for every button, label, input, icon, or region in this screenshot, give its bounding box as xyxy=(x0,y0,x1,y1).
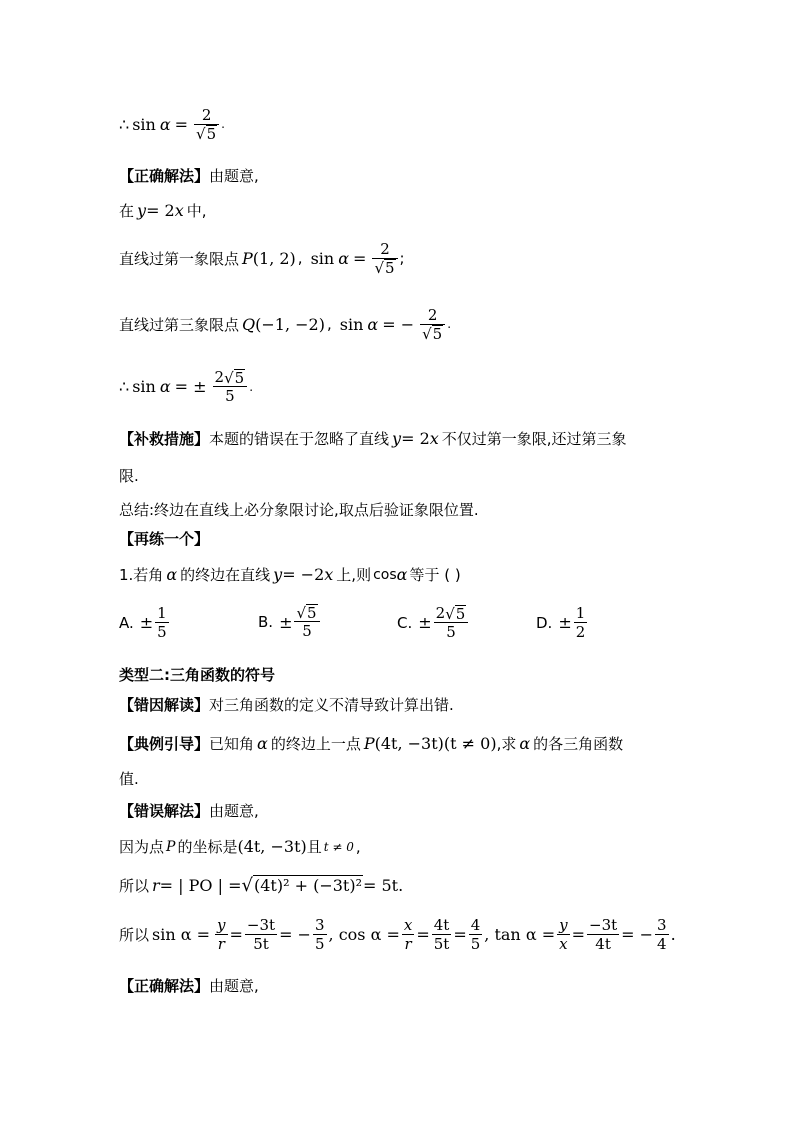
option-a[interactable] xyxy=(119,604,171,641)
radicand: (4t)² + (−3t)² xyxy=(253,876,362,895)
sin-fn: sin xyxy=(132,114,156,134)
body-text: 因为点 xyxy=(119,838,165,856)
option-label: D. xyxy=(536,613,553,632)
cos-fn: cos xyxy=(373,566,397,583)
cos-expression: , cos α = xyxy=(328,925,400,944)
section-label: 【正确解法】 xyxy=(119,977,210,995)
period: . xyxy=(249,379,254,394)
therefore-symbol: ∴ xyxy=(119,114,130,134)
line-error-cause xyxy=(119,694,454,715)
therefore-symbol: ∴ xyxy=(119,377,130,396)
fraction xyxy=(574,604,588,641)
section-label: 【补救措施】 xyxy=(119,430,210,448)
radicand: 5 xyxy=(455,605,466,623)
var-y: y xyxy=(137,201,147,220)
equation-text: = | PO | = xyxy=(159,876,242,895)
line-summary xyxy=(119,499,479,520)
var-r: r xyxy=(152,876,160,895)
fraction xyxy=(215,916,227,953)
fraction-numerator: −3t xyxy=(589,916,618,934)
option-d[interactable] xyxy=(536,604,589,641)
period: . xyxy=(221,117,225,131)
fraction-denominator: 4 xyxy=(657,935,667,953)
body-text: 限. xyxy=(119,467,139,485)
radicand: 5 xyxy=(432,325,443,343)
comma: , xyxy=(355,837,361,856)
point-coords: (4t, −3t)(t ≠ 0) xyxy=(374,734,497,753)
fraction xyxy=(194,106,219,142)
comma: , xyxy=(326,315,332,333)
fraction xyxy=(655,916,669,953)
fraction-numerator xyxy=(294,604,319,621)
fraction-numerator: 4 xyxy=(470,916,481,934)
sin-expression: sin α = xyxy=(152,925,211,944)
line-final-sin xyxy=(119,368,253,405)
sin-fn: sin xyxy=(339,314,364,334)
point-coords: (1, 2) xyxy=(252,248,296,268)
body-text: 值. xyxy=(119,770,139,788)
section-label: 【典例引导】 xyxy=(119,735,210,753)
fraction xyxy=(432,916,452,953)
point-p: P xyxy=(166,838,176,855)
line-quadrant-three xyxy=(119,306,451,342)
sqrt-icon: √ xyxy=(422,325,432,343)
option-label: A. xyxy=(119,613,134,632)
var-y: y xyxy=(392,429,402,448)
equals-minus: = − xyxy=(621,925,654,944)
body-text: 且 xyxy=(306,838,322,856)
plus-minus: ± xyxy=(418,613,432,632)
line-wrong-solution xyxy=(119,800,259,821)
fraction-numerator: y xyxy=(559,916,568,934)
point-coords: (4t, −3t) xyxy=(237,837,307,856)
body-text: 由题意, xyxy=(209,802,259,820)
body-text: ,求 xyxy=(496,735,517,753)
fraction-numerator xyxy=(434,604,469,622)
equation-text: = −2 xyxy=(282,565,325,584)
var-x: x xyxy=(429,429,439,448)
period: . xyxy=(670,925,676,944)
comma: , xyxy=(297,249,303,267)
fraction-denominator: 5t xyxy=(433,935,450,953)
sqrt-icon: √ xyxy=(241,875,253,896)
radicand: 5 xyxy=(206,125,217,143)
answer-options xyxy=(119,604,639,652)
fraction-numerator: −3t xyxy=(246,916,276,934)
line-correct-solution-2 xyxy=(119,975,259,996)
line-correct-solution-1 xyxy=(119,165,259,186)
sin-fn: sin xyxy=(310,248,335,268)
fraction-denominator: 5 xyxy=(302,622,312,640)
semicolon: ; xyxy=(399,249,405,267)
fraction-denominator: 4t xyxy=(595,935,611,953)
alpha-symbol: α xyxy=(519,734,531,753)
option-c[interactable] xyxy=(397,604,470,641)
fraction-numerator: x xyxy=(403,916,413,934)
alpha-symbol: α xyxy=(159,377,171,396)
equation-text: = 5t xyxy=(362,876,399,895)
line-example xyxy=(119,733,623,754)
question-text: 的终边在直线 xyxy=(180,566,271,584)
line-practice-heading xyxy=(119,528,209,549)
fraction xyxy=(402,916,414,953)
line-example-cont xyxy=(119,768,139,789)
fraction-numerator: 2 xyxy=(380,240,390,258)
fraction-denominator: 5 xyxy=(157,623,167,641)
fraction-denominator: r xyxy=(404,935,412,953)
body-text: 直线过第三象限点 xyxy=(119,315,240,334)
fraction-numerator: 2 xyxy=(427,306,438,324)
fraction-numerator: 3 xyxy=(657,916,667,934)
equals-minus: = − xyxy=(382,314,415,334)
coefficient: 2 xyxy=(214,368,225,386)
line-trig-values xyxy=(119,916,676,953)
fraction-denominator: 5 xyxy=(446,623,456,641)
plus-minus: ± xyxy=(558,613,572,632)
question-text: 等于 ( ) xyxy=(409,566,461,584)
fraction-denominator: x xyxy=(559,935,568,953)
tan-expression: , tan α = xyxy=(484,925,556,944)
equals-sign: = xyxy=(453,925,467,944)
section-label: 【再练一个】 xyxy=(119,530,210,548)
fraction-numerator: y xyxy=(217,916,226,934)
fraction-denominator xyxy=(372,259,397,276)
line-point-coords xyxy=(119,836,361,857)
radicand: 5 xyxy=(307,604,317,622)
fraction xyxy=(420,306,445,342)
section-heading: 类型二:三角函数的符号 xyxy=(119,666,275,684)
fraction-numerator: 3 xyxy=(314,916,325,934)
section-label: 【错误解法】 xyxy=(119,802,210,820)
fraction xyxy=(434,604,469,641)
line-quadrant-one xyxy=(119,240,405,276)
body-text: 的各三角函数 xyxy=(533,735,624,753)
alpha-symbol: α xyxy=(166,565,178,584)
option-b[interactable] xyxy=(258,604,322,640)
fraction xyxy=(372,240,397,276)
option-label: B. xyxy=(258,613,274,631)
period: . xyxy=(447,317,452,331)
plus-minus: ± xyxy=(279,612,293,632)
fraction-numerator: 1 xyxy=(575,604,586,622)
line-question-1 xyxy=(119,564,461,585)
body-text: 的终边上一点 xyxy=(270,735,361,753)
point-coords: (−1, −2) xyxy=(255,314,325,334)
condition: t ≠ 0 xyxy=(323,839,354,854)
line-r-value xyxy=(119,875,403,896)
body-text: 不仅过第一象限,还过第三象 xyxy=(441,430,627,448)
radicand: 5 xyxy=(234,369,245,387)
option-label: C. xyxy=(397,613,413,632)
body-text: 所以 xyxy=(119,877,150,895)
fraction-denominator: 5 xyxy=(470,935,481,953)
body-text: 所以 xyxy=(119,926,150,944)
section-label: 【正确解法】 xyxy=(119,167,210,185)
fraction xyxy=(313,916,327,953)
fraction-denominator xyxy=(420,325,445,342)
body-text: 由题意, xyxy=(209,977,259,995)
fraction xyxy=(587,916,619,953)
fraction-numerator xyxy=(213,368,248,386)
equals-sign: = xyxy=(571,925,585,944)
fraction xyxy=(469,916,483,953)
body-text: 本题的错误在于忽略了直线 xyxy=(209,430,390,448)
line-sin-result xyxy=(119,106,225,142)
equals-sign: = xyxy=(229,925,243,944)
fraction-numerator: 4t xyxy=(433,916,450,934)
coefficient: 2 xyxy=(435,604,446,622)
sqrt-icon: √ xyxy=(196,125,206,143)
body-text: 已知角 xyxy=(209,735,255,753)
equals-sign: = xyxy=(416,925,430,944)
sqrt-expression xyxy=(242,875,363,896)
plus-minus: ± xyxy=(139,613,154,632)
var-x: x xyxy=(324,565,334,584)
fraction xyxy=(557,916,569,953)
point-p: P xyxy=(363,734,375,753)
fraction-denominator: r xyxy=(217,935,225,953)
body-text: 总结:终边在直线上必分象限讨论,取点后验证象限位置. xyxy=(119,501,479,519)
equals-sign: = xyxy=(174,114,189,134)
equation-text: = 2 xyxy=(401,429,430,448)
line-in-equation xyxy=(119,200,207,221)
fraction-denominator: 5 xyxy=(314,935,325,953)
equation-text: = 2 xyxy=(146,201,175,220)
alpha-symbol: α xyxy=(338,248,350,268)
equals-pm: = ± xyxy=(174,377,207,396)
body-text: 的坐标是 xyxy=(177,838,238,856)
equals-minus: = − xyxy=(279,925,311,944)
line-type-two-heading xyxy=(119,664,275,685)
period: . xyxy=(398,876,404,895)
body-text: 在 xyxy=(119,202,135,220)
sqrt-icon: √ xyxy=(445,605,455,623)
fraction-numerator: 1 xyxy=(157,604,167,622)
fraction-denominator: 5 xyxy=(225,387,235,405)
fraction-denominator xyxy=(194,125,219,142)
sin-fn: sin xyxy=(132,377,156,396)
alpha-symbol: α xyxy=(159,114,171,134)
section-label: 【错因解读】 xyxy=(119,696,210,714)
body-text: 由题意, xyxy=(209,167,259,185)
var-x: x xyxy=(174,201,184,220)
fraction-denominator: 2 xyxy=(575,623,586,641)
fraction-numerator: 2 xyxy=(201,106,212,124)
sqrt-icon: √ xyxy=(224,369,234,387)
fraction xyxy=(213,368,248,405)
sqrt-icon: √ xyxy=(374,259,384,277)
alpha-symbol: α xyxy=(396,565,408,584)
sqrt-icon: √ xyxy=(296,604,307,622)
alpha-symbol: α xyxy=(257,734,268,753)
var-y: y xyxy=(273,565,283,584)
body-text: 中, xyxy=(186,202,207,220)
line-remedy xyxy=(119,428,627,449)
fraction xyxy=(155,604,169,641)
alpha-symbol: α xyxy=(367,314,379,334)
radicand: 5 xyxy=(385,259,395,277)
point-p: P xyxy=(242,248,253,268)
equals-sign: = xyxy=(353,248,367,268)
fraction xyxy=(245,916,277,953)
fraction xyxy=(294,604,319,640)
question-text: 上,则 xyxy=(336,566,372,584)
line-remedy-cont xyxy=(119,465,139,486)
fraction-denominator: 5t xyxy=(253,935,269,953)
question-text: 1.若角 xyxy=(119,566,164,584)
body-text: 对三角函数的定义不清导致计算出错. xyxy=(209,696,454,714)
point-q: Q xyxy=(242,314,256,334)
body-text: 直线过第一象限点 xyxy=(119,249,240,268)
